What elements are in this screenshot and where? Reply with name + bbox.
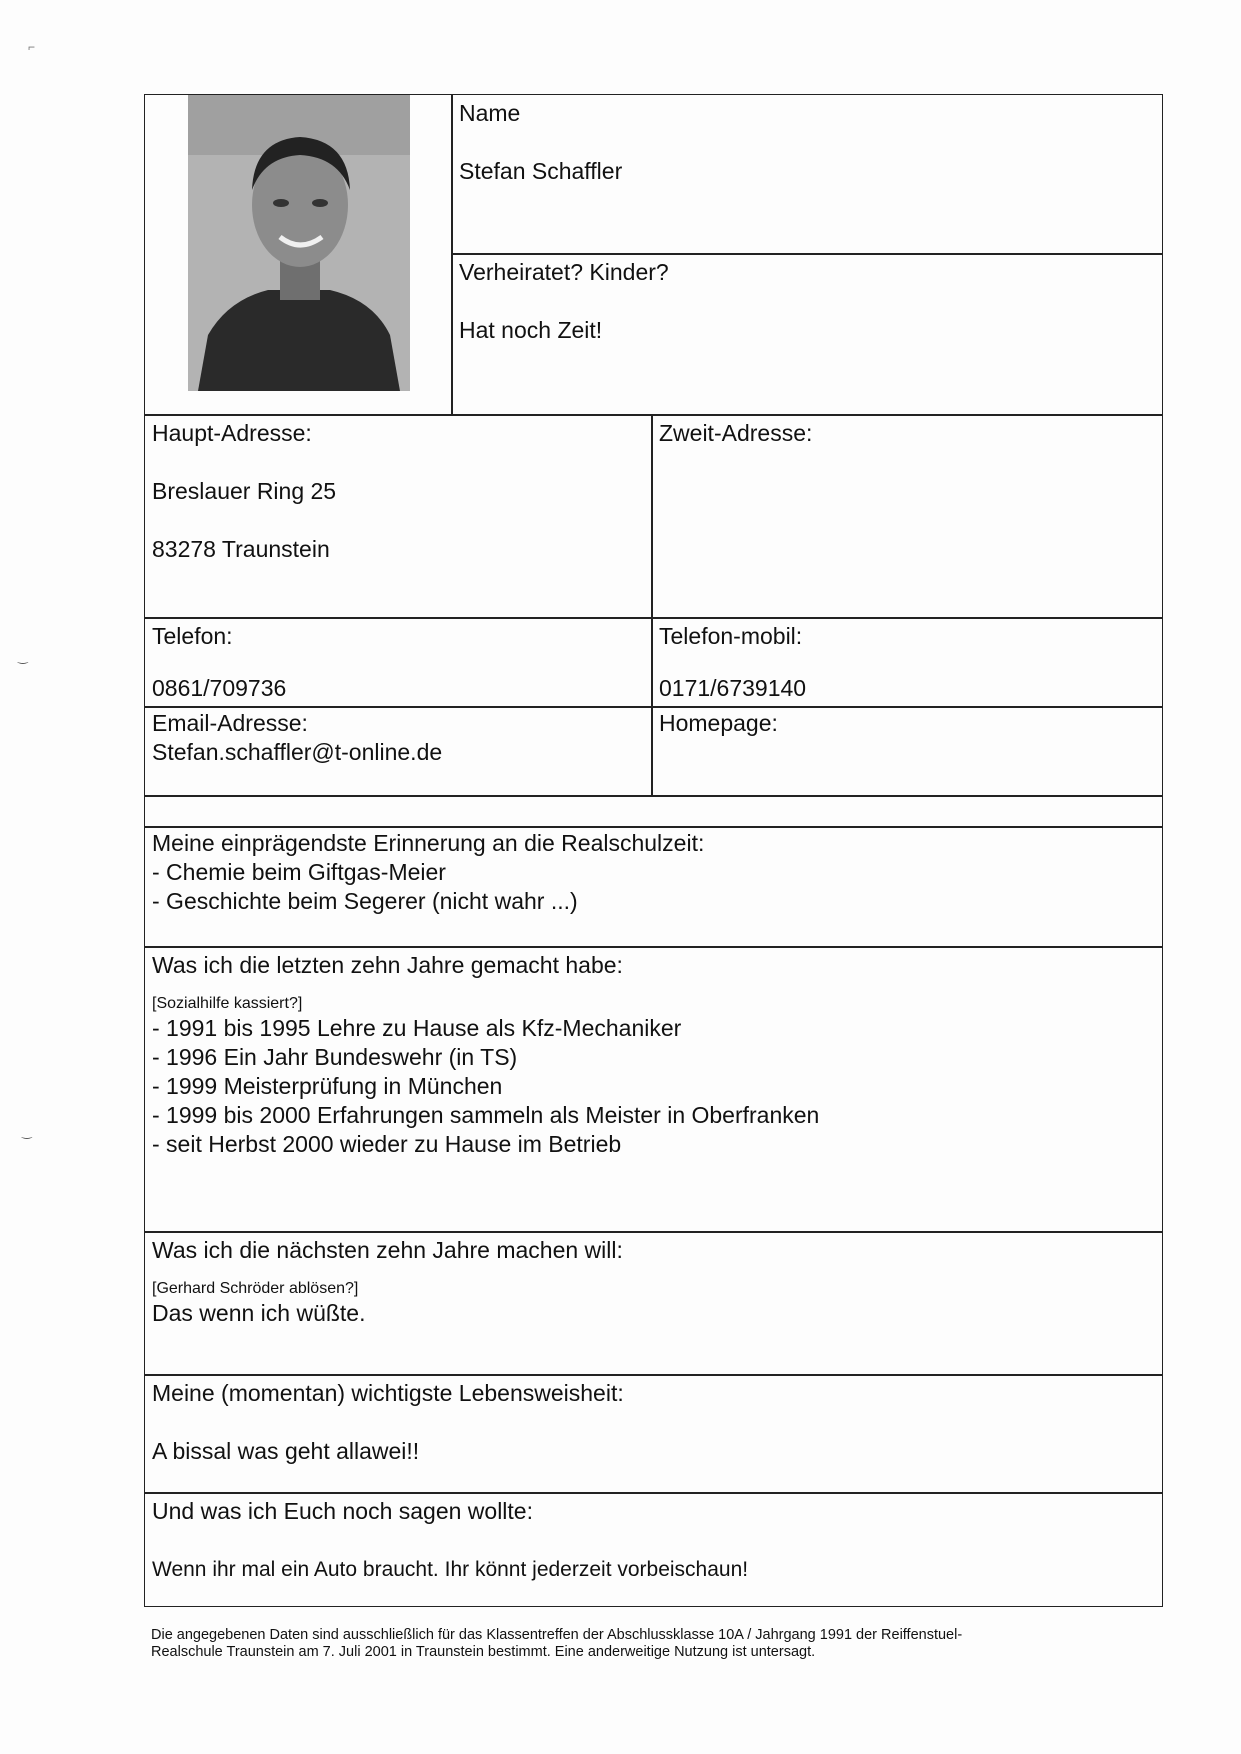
name-cell [451,94,1163,255]
homepage-label: Homepage: [659,710,778,736]
memory-item: - Geschichte beim Segerer (nicht wahr ...) [152,888,578,914]
phone-label: Telefon: [152,623,233,649]
memory-heading: Meine einprägendste Erinnerung an die Realschulzeit: [152,830,705,856]
past-item: - 1999 bis 2000 Erfahrungen sammeln als Meister in Oberfranken [152,1102,820,1128]
family-cell [451,253,1163,416]
future-heading: Was ich die nächsten zehn Jahre machen will: [152,1237,623,1263]
wisdom-cell [144,1374,1163,1494]
street: Breslauer Ring 25 [152,478,337,504]
disclaimer-line: Realschule Traunstein am 7. Juli 2001 in Traunstein bestimmt. Eine anderweitige Nutzung ist untersagt. [151,1644,816,1660]
mobile-label: Telefon-mobil: [659,623,803,649]
mobile-value: 0171/6739140 [659,675,807,701]
name-value: Stefan Schaffler [459,158,623,184]
email-cell [144,706,653,797]
memory-item: - Chemie beim Giftgas-Meier [152,859,446,885]
message-answer: Wenn ihr mal ein Auto braucht. Ihr könnt jederzeit vorbeischaun! [152,1558,749,1581]
family-label: Verheiratet? Kinder? [459,259,669,285]
city: 83278 Traunstein [152,536,330,562]
past-item: - 1996 Ein Jahr Bundeswehr (in TS) [152,1044,518,1070]
scan-speck: ‿ [18,650,28,664]
main-address-label: Haupt-Adresse: [152,420,312,446]
portrait-photo [188,95,410,391]
future-hint: [Gerhard Schröder ablösen?] [152,1280,359,1297]
family-value: Hat noch Zeit! [459,317,603,343]
memory-cell [144,826,1163,948]
spacer-row [144,795,1163,828]
phone-cell [144,617,653,708]
past-item: - seit Herbst 2000 wieder zu Hause im Betrieb [152,1131,622,1157]
past-cell [144,946,1163,1233]
mobile-cell [651,617,1163,708]
wisdom-answer: A bissal was geht allawei!! [152,1438,420,1464]
name-label: Name [459,100,521,126]
wisdom-heading: Meine (momentan) wichtigste Lebensweisheit: [152,1380,624,1406]
future-answer: Das wenn ich wüßte. [152,1300,366,1326]
past-item: - 1991 bis 1995 Lehre zu Hause als Kfz-Mechaniker [152,1015,682,1041]
disclaimer-footer [151,1627,1111,1661]
scan-speck: ⌐ [28,40,36,54]
disclaimer-line: Die angegebenen Daten sind ausschließlich für das Klassentreffen der Abschlussklasse 10A / Jahrgang 1991 der Reiffenstuel- [151,1627,963,1643]
message-heading: Und was ich Euch noch sagen wollte: [152,1498,533,1524]
past-hint: [Sozialhilfe kassiert?] [152,995,303,1012]
past-heading: Was ich die letzten zehn Jahre gemacht habe: [152,952,623,978]
second-address-cell [651,414,1163,619]
past-item: - 1999 Meisterprüfung in München [152,1073,503,1099]
future-cell [144,1231,1163,1376]
second-address-label: Zweit-Adresse: [659,420,813,446]
email-label: Email-Adresse: [152,710,308,736]
main-address-cell [144,414,653,619]
email-value: Stefan.schaffler@t-online.de [152,739,443,765]
scan-speck: ‿ [22,1125,32,1139]
message-cell [144,1492,1163,1607]
phone-value: 0861/709736 [152,675,287,701]
photo-cell [144,94,453,416]
homepage-cell [651,706,1163,797]
